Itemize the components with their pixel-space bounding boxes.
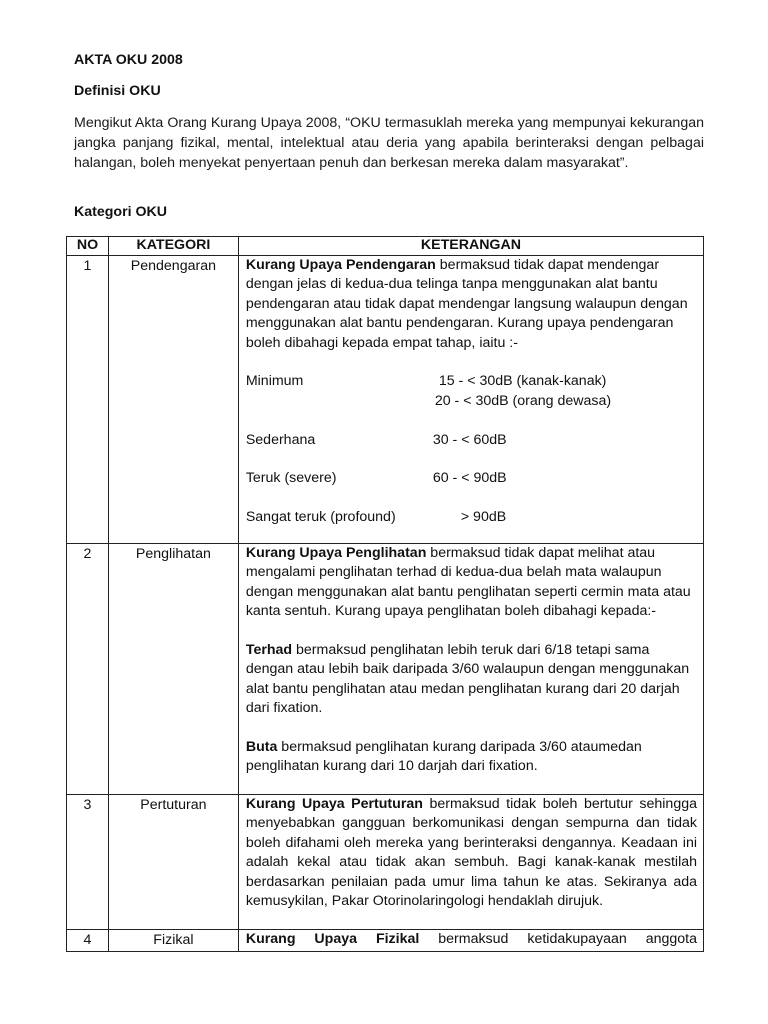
description-text: bermaksud tidak boleh bertutur sehingga menyebabkan gangguan berkomunikasi dengan sempurna dan tidak boleh difahami oleh mereka yang berinteraksi dengannya. Keadaan ini adalah kekal atau tidak akan sembuh. Bagi kanak-kanak mestilah berdasarkan penilaian pada umur lima tahun ke atas. Sekiranya ada kemusykilan, Pakar Otorinolaringologi hendaklah dirujuk. <box>245 796 697 910</box>
row-description <box>238 795 703 930</box>
sub-category-text: bermaksud penglihatan kurang daripada 3/60 ataumedan penglihatan kurang dari 10 darjah dari fixation. <box>245 739 642 775</box>
sub-category <box>246 641 697 719</box>
sub-category-term: Buta <box>245 739 278 756</box>
hearing-level <box>246 431 697 450</box>
table-row <box>67 256 704 544</box>
level-value: > 90dB <box>460 509 507 526</box>
table-row <box>67 795 704 930</box>
definition-paragraph: Mengikut Akta Orang Kurang Upaya 2008, “OKU termasuklah mereka yang mempunyai kekurangan jangka panjang fizikal, mental, intelektual atau deria yang apabila berinteraksi dengan pelbagai halangan, boleh menyekat penyertaan penuh dan berkesan mereka dalam masyarakat”. <box>74 115 704 171</box>
row-number: 2 <box>67 544 109 795</box>
level-value: 15 - < 30dB (kanak-kanak) <box>438 373 607 390</box>
row-description <box>238 930 703 952</box>
header-no: NO <box>67 237 109 256</box>
description-bold-lead: Kurang Upaya Pendengaran <box>245 257 436 273</box>
level-name: Teruk (severe) <box>245 470 337 487</box>
document-title: AKTA OKU 2008 <box>74 52 183 68</box>
description-text: bermaksud ketidakupayaan anggota <box>419 931 697 947</box>
hearing-level <box>246 392 697 411</box>
table-row <box>67 544 704 795</box>
header-keterangan: KETERANGAN <box>238 237 703 256</box>
level-value: 20 - < 30dB (orang dewasa) <box>434 392 612 409</box>
level-value: 60 - < 90dB <box>432 470 507 487</box>
category-heading: Kategori OKU <box>74 204 168 220</box>
hearing-level <box>246 372 697 391</box>
row-category: Pendengaran <box>108 256 238 544</box>
category-table <box>66 236 704 952</box>
sub-category <box>246 738 697 777</box>
description-bold-lead: Kurang Upaya Penglihatan <box>245 545 427 561</box>
row-description <box>238 256 703 544</box>
level-name: Minimum <box>245 373 304 390</box>
level-name: Sederhana <box>245 431 316 448</box>
description-text: bermaksud tidak dapat melihat atau mengalami penglihatan terhad di kedua-dua belah mata walaupun dengan menggunakan alat bantu penglihatan seperti cermin mata atau kanta sentuh. Kurang upaya penglihatan boleh dibahagi kepada:- <box>245 545 691 620</box>
row-number: 3 <box>67 795 109 930</box>
level-name: Sangat teruk (profound) <box>245 509 396 526</box>
description-bold-lead: Kurang Upaya Pertuturan <box>245 796 423 812</box>
row-category: Pertuturan <box>108 795 238 930</box>
description-bold-lead: Kurang Upaya Fizikal <box>245 931 420 947</box>
definition-heading: Definisi OKU <box>74 83 161 99</box>
description-text: bermaksud tidak dapat mendengar dengan jelas di kedua-dua telinga tanpa menggunakan alat bantu pendengaran atau tidak dapat mendengar langsung walaupun dengan menggunakan alat bantu pendengaran. Kurang upaya pendengaran boleh dibahagi kepada empat tahap, iaitu :- <box>245 257 688 351</box>
header-kategori: KATEGORI <box>108 237 238 256</box>
hearing-level <box>246 469 697 488</box>
level-value: 30 - < 60dB <box>432 431 507 448</box>
row-number: 4 <box>67 930 109 952</box>
row-description <box>238 544 703 795</box>
sub-category-term: Terhad <box>245 642 293 659</box>
table-row <box>67 930 704 952</box>
hearing-level <box>246 508 697 527</box>
row-category: Penglihatan <box>108 544 238 795</box>
sub-category-text: bermaksud penglihatan lebih teruk dari 6/18 tetapi sama dengan atau lebih baik daripada 3/60 walaupun dengan menggunakan alat bantu penglihatan atau medan penglihatan kurang dari 20 darjah dari fixation. <box>245 642 690 717</box>
table-header-row <box>67 237 704 256</box>
row-category: Fizikal <box>108 930 238 952</box>
row-number: 1 <box>67 256 109 544</box>
